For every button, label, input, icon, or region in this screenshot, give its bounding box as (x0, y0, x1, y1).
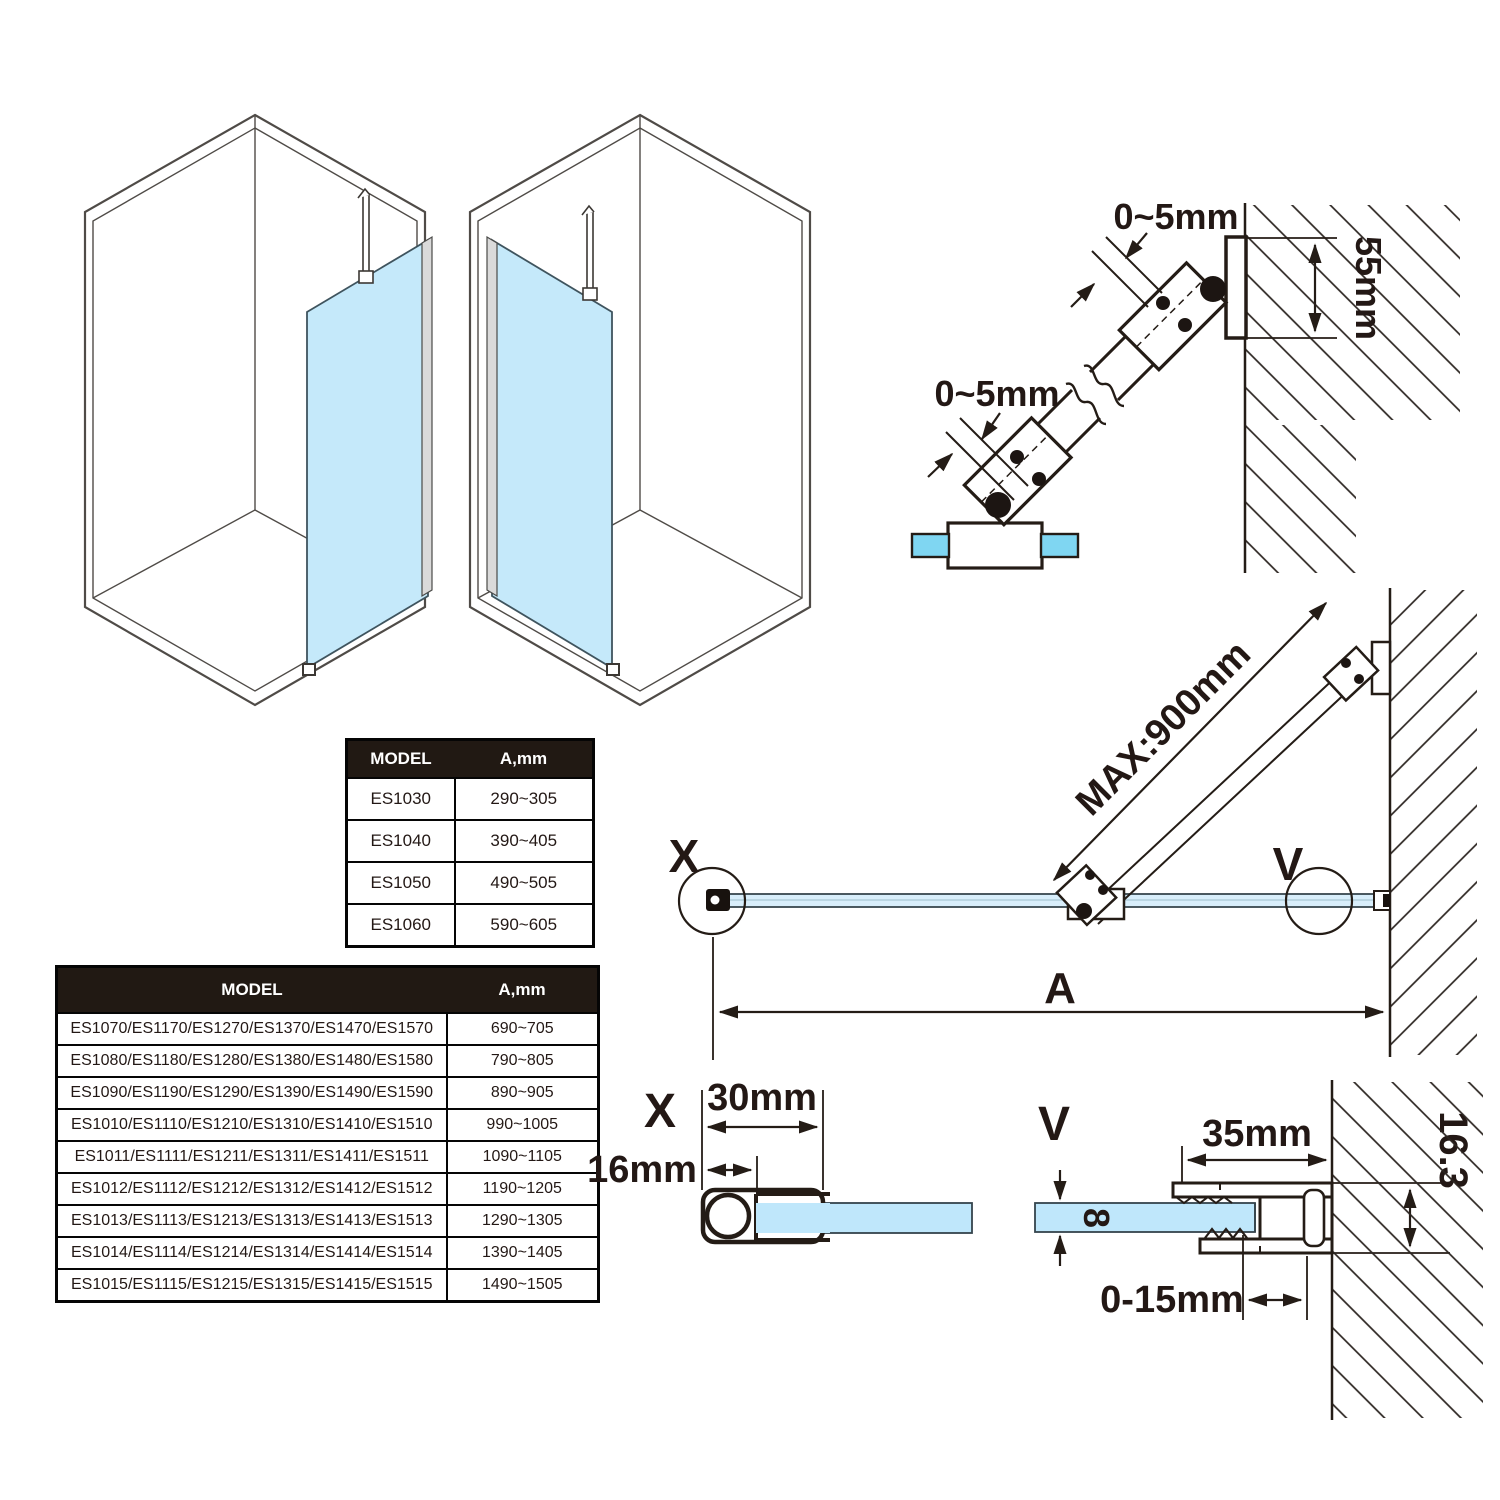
dim-35mm-label: 35mm (1202, 1113, 1312, 1155)
dimension-cell: 1090~1105 (447, 1141, 599, 1173)
glass-panel (307, 240, 428, 668)
table-row (57, 1141, 599, 1173)
model-cell: ES1011/ES1111/ES1211/ES1311/ES1411/ES1511 (57, 1141, 447, 1173)
dimension-cell: 1390~1405 (447, 1237, 599, 1269)
dimension-cell: 390~405 (455, 820, 594, 862)
table-row (57, 1205, 599, 1237)
model-cell: ES1010/ES1110/ES1210/ES1310/ES1410/ES1510 (57, 1109, 447, 1141)
floor-foot (303, 664, 315, 675)
dimension-cell: 1490~1505 (447, 1269, 599, 1302)
model-cell: ES1070/ES1170/ES1270/ES1370/ES1470/ES1570 (57, 1013, 447, 1045)
dim-30mm-label: 30mm (707, 1077, 817, 1119)
dim-16mm-label: 16mm (587, 1149, 697, 1191)
model-cell: ES1030 (347, 778, 455, 820)
model-table-large (55, 965, 600, 1303)
dimension-cell: 490~505 (455, 862, 594, 904)
dim-max-label: MAX:900mm (1068, 633, 1260, 825)
header-row (57, 967, 599, 1014)
dim-gap-top-label: 0~5mm (1113, 196, 1239, 237)
wall-mount-plate (1226, 237, 1246, 338)
dimension-cell: 690~705 (447, 1013, 599, 1045)
model-table-small (345, 738, 595, 948)
table-row (347, 904, 594, 947)
model-cell: ES1014/ES1114/ES1214/ES1314/ES1414/ES1514 (57, 1237, 447, 1269)
table-row (57, 1269, 599, 1302)
wall-hatch (1333, 1082, 1483, 1418)
dimension-cell: 990~1005 (447, 1109, 599, 1141)
callout-x-label: X (668, 830, 700, 882)
model-cell: ES1060 (347, 904, 455, 947)
dim-gap-top (1071, 233, 1162, 307)
shower-enclosure-left (85, 115, 432, 705)
column-header: A,mm (447, 967, 599, 1014)
wall-profile (422, 237, 432, 596)
model-cell: ES1013/ES1113/ES1213/ES1313/ES1413/ES1513 (57, 1205, 447, 1237)
dimension-cell: 1290~1305 (447, 1205, 599, 1237)
ceiling-support-bar (358, 189, 373, 283)
glass-edge (1041, 534, 1078, 557)
dimension-cell: 790~805 (447, 1045, 599, 1077)
lower-clamp (964, 418, 1071, 525)
model-cell: ES1040 (347, 820, 455, 862)
dimension-cell: 890~905 (447, 1077, 599, 1109)
bar-top-clamp (1324, 647, 1378, 700)
table-row (347, 778, 594, 820)
table-row (57, 1077, 599, 1109)
dim-8-label: 8 (1076, 1207, 1117, 1229)
model-cell: ES1050 (347, 862, 455, 904)
x-detail-title: X (643, 1085, 677, 1138)
glass-v (1035, 1203, 1255, 1232)
wall-profile (487, 237, 497, 596)
bracket-adjustment-detail (900, 175, 1500, 595)
model-cell: ES1090/ES1190/ES1290/ES1390/ES1490/ES1590 (57, 1077, 447, 1109)
table-row (347, 820, 594, 862)
table-row (57, 1109, 599, 1141)
wall-hatch (1391, 590, 1477, 1055)
dimension-cell: 290~305 (455, 778, 594, 820)
pivot (985, 492, 1011, 518)
column-header: MODEL (57, 967, 447, 1014)
header-row (347, 740, 594, 779)
column-header: A,mm (455, 740, 594, 779)
table-row (57, 1237, 599, 1269)
x-profile-tube (707, 1195, 749, 1237)
v-detail-title: V (1037, 1098, 1071, 1151)
ceiling-support-bar (582, 206, 597, 300)
upper-clamp (1119, 263, 1226, 370)
table-row (57, 1173, 599, 1205)
table-row (57, 1045, 599, 1077)
column-header: MODEL (347, 740, 455, 779)
floor-foot (607, 664, 619, 675)
plan-view (640, 555, 1500, 1065)
glass-edge (912, 534, 949, 557)
cross-section-details (560, 1070, 1500, 1460)
dim-gap-bottom-label: 0~5mm (934, 373, 1060, 414)
table-row (347, 862, 594, 904)
pivot (1200, 276, 1226, 302)
dimension-cell: 1190~1205 (447, 1173, 599, 1205)
dim-a-label: A (1044, 964, 1076, 1013)
model-cell: ES1015/ES1115/ES1215/ES1315/ES1415/ES1515 (57, 1269, 447, 1302)
dim-015-label: 0-15mm (1100, 1279, 1244, 1321)
callout-v-label: V (1272, 838, 1304, 890)
table-row (57, 1013, 599, 1045)
dim-55mm-label: 55mm (1348, 235, 1389, 341)
dimension-cell: 590~605 (455, 904, 594, 947)
model-cell: ES1012/ES1112/ES1212/ES1312/ES1412/ES1512 (57, 1173, 447, 1205)
model-cell: ES1080/ES1180/ES1280/ES1380/ES1480/ES1580 (57, 1045, 447, 1077)
glass-panel (492, 240, 612, 668)
